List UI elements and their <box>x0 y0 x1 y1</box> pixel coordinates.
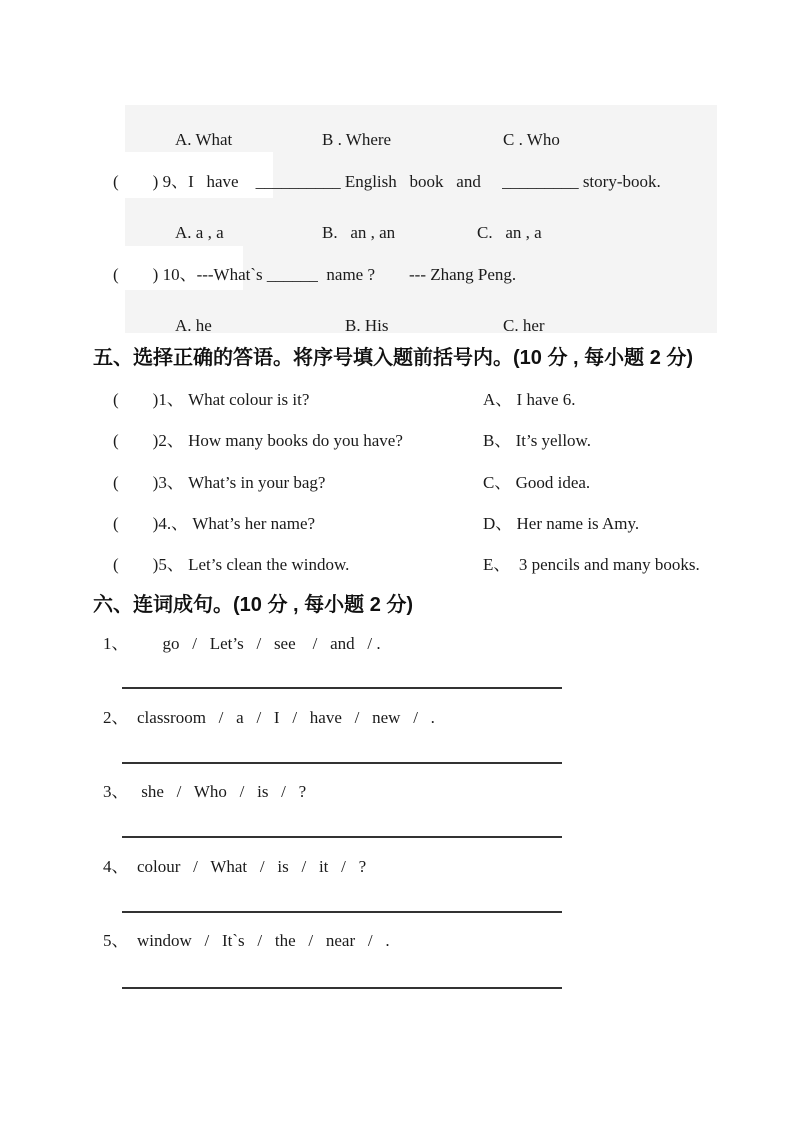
q9-option-a: A. a , a <box>175 223 224 242</box>
unscramble-item-4: 4、 colour / What / is / it / ? <box>103 857 367 876</box>
question-9: ( ) 9、I have __________ English book and _________ story-book. <box>113 172 661 191</box>
question-10: ( ) 10、---What`s ______ name ? --- Zhang Peng. <box>113 265 517 284</box>
match-answer-c: C、 Good idea. <box>483 473 591 492</box>
answer-blank-line <box>122 911 562 913</box>
match-question-2: ( )2、 How many books do you have? <box>113 431 403 450</box>
match-question-1: ( )1、 What colour is it? <box>113 390 310 409</box>
unscramble-item-1: 1、 go / Let’s / see / and / . <box>103 634 381 653</box>
q8-option-b: B . Where <box>322 130 392 149</box>
match-answer-e: E、 3 pencils and many books. <box>483 555 700 574</box>
answer-blank-line <box>122 687 562 689</box>
q10-option-c: C. her <box>503 316 545 335</box>
q8-option-a: A. What <box>175 130 233 149</box>
match-question-4: ( )4.、 What’s her name? <box>113 514 316 533</box>
q10-option-b: B. His <box>345 316 389 335</box>
q9-option-c: C. an , a <box>477 223 542 242</box>
match-question-5: ( )5、 Let’s clean the window. <box>113 555 350 574</box>
answer-blank-line <box>122 987 562 989</box>
q9-option-b: B. an , an <box>322 223 396 242</box>
section6-title: 六、连词成句。(10 分 , 每小题 2 分) <box>93 594 414 616</box>
q10-option-a: A. he <box>175 316 212 335</box>
match-answer-a: A、 I have 6. <box>483 390 576 409</box>
unscramble-item-5: 5、 window / It`s / the / near / . <box>103 931 390 950</box>
unscramble-item-3: 3、 she / Who / is / ? <box>103 782 307 801</box>
answer-blank-line <box>122 762 562 764</box>
match-answer-b: B、 It’s yellow. <box>483 431 591 450</box>
section5-title: 五、选择正确的答语。将序号填入题前括号内。(10 分 , 每小题 2 分) <box>93 347 694 369</box>
answer-blank-line <box>122 836 562 838</box>
q8-option-c: C . Who <box>503 130 560 149</box>
match-answer-d: D、 Her name is Amy. <box>483 514 640 533</box>
unscramble-item-2: 2、 classroom / a / I / have / new / . <box>103 708 435 727</box>
match-question-3: ( )3、 What’s in your bag? <box>113 473 326 492</box>
